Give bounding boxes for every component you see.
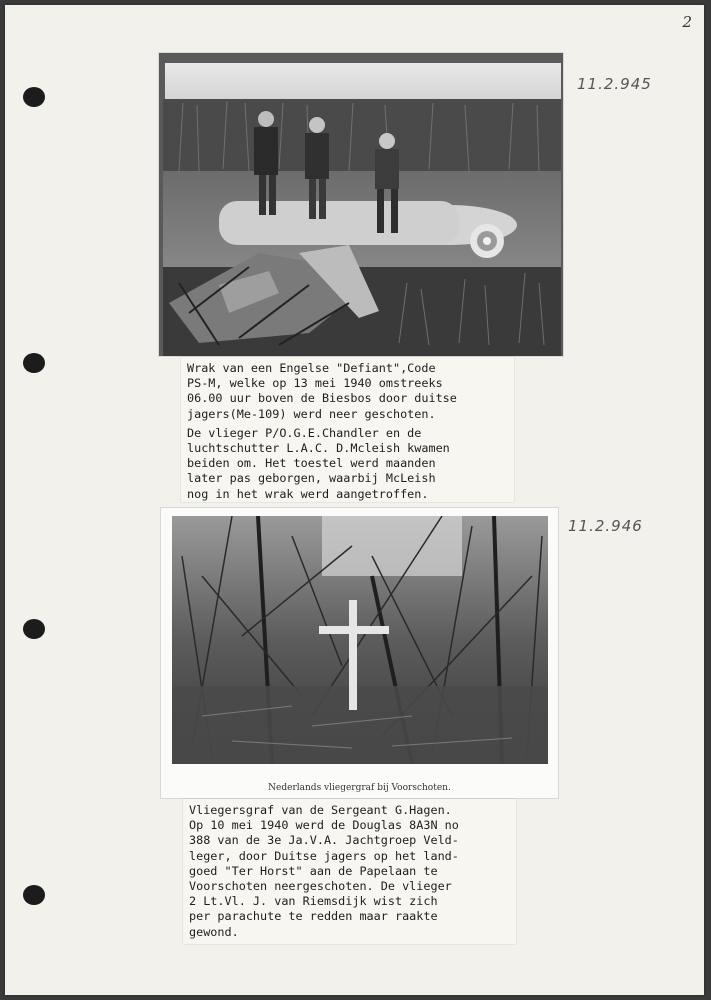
binder-hole	[23, 885, 45, 905]
caption-line: PS-M, welke op 13 mei 1940 omstreeks	[187, 376, 443, 391]
caption-line: 06.00 uur boven de Biesbos door duitse	[187, 391, 457, 406]
wreck-photo-image	[159, 53, 563, 356]
caption-line: 2 Lt.Vl. J. van Riemsdijk wist zich	[189, 894, 438, 909]
caption-line: beiden om. Het toestel werd maanden	[187, 456, 436, 471]
grave-caption	[183, 799, 516, 944]
binder-hole	[23, 87, 45, 107]
caption-line: jagers(Me-109) werd neer geschoten.	[187, 406, 436, 421]
caption-line: goed "Ter Horst" aan de Papelaan te	[189, 863, 438, 878]
caption-line: luchtschutter L.A.C. D.Mcleish kwamen	[187, 441, 450, 456]
caption-line: Wrak van een Engelse "Defiant",Code	[187, 361, 436, 375]
wreck-photo	[158, 52, 564, 357]
caption-line: gewond.	[189, 924, 239, 939]
handwritten-date-1: 11.2.945	[577, 75, 652, 93]
page-number: 2	[682, 13, 692, 31]
caption-line: De vlieger P/O.G.E.Chandler en de	[187, 425, 422, 440]
wreck-caption	[181, 357, 514, 502]
caption-line: leger, door Duitse jagers op het land-	[189, 848, 459, 863]
caption-line: nog in het wrak werd aangetroffen.	[187, 486, 429, 501]
caption-line: Vliegersgraf van de Sergeant G.Hagen.	[189, 803, 452, 817]
grave-photo-image	[172, 516, 548, 764]
caption-line: Op 10 mei 1940 werd de Douglas 8A3N no	[189, 818, 459, 833]
caption-line: later pas geborgen, waarbij McLeish	[187, 471, 436, 486]
photo-subcaption: Nederlands vliegergraf bij Voorschoten.	[268, 783, 451, 793]
caption-line: Voorschoten neergeschoten. De vlieger	[189, 879, 452, 894]
binder-hole	[23, 619, 45, 639]
caption-line: 388 van de 3e Ja.V.A. Jachtgroep Veld-	[189, 833, 459, 848]
binder-hole	[23, 353, 45, 373]
handwritten-date-2: 11.2.946	[568, 517, 643, 535]
caption-line: per parachute te redden maar raakte	[189, 909, 438, 924]
grave-photo	[160, 507, 559, 799]
